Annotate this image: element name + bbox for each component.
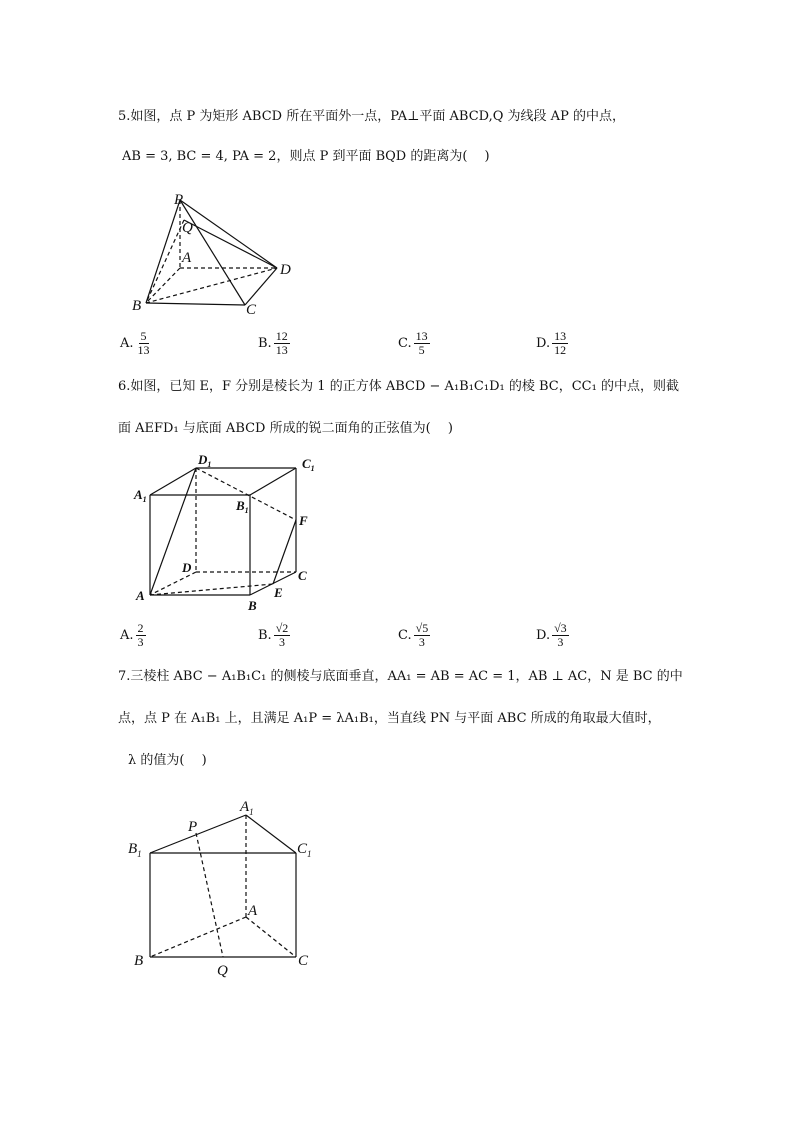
q6-label-A: A <box>136 588 145 603</box>
q6-option-a-fraction: $\frac{2}{3}$ <box>137 621 144 649</box>
q6-option-b[interactable] <box>258 622 290 649</box>
q5-label-B: B <box>132 298 142 314</box>
q7-label-C: C <box>298 953 309 969</box>
q5-option-d-label: D. <box>536 336 551 351</box>
q5-option-c-label: C. <box>398 336 412 351</box>
q6-label-A1: $A_1$ <box>134 487 147 504</box>
q7-text-line1: 7.三棱柱 ABC − A₁B₁C₁ 的侧棱与底面垂直，AA₁ = AB = AC = 1，AB ⊥ AC，N 是 BC 的中 <box>118 669 683 684</box>
q6-option-a-label: A. <box>120 628 134 643</box>
q6-text-line2: 面 AEFD₁ 与底面 ABCD 所成的锐二面角的正弦值为( ) <box>118 421 453 436</box>
q5-text-line2: AB = 3, BC = 4, PA = 2，则点 P 到平面 BQD 的距离为( ) <box>122 149 490 164</box>
q6-option-a[interactable] <box>120 622 146 649</box>
q5-option-b-label: B. <box>258 336 272 351</box>
q5-option-a[interactable] <box>120 330 152 357</box>
q6-text-line1: 6.如图，已知 E，F 分别是棱长为 1 的正方体 ABCD − A₁B₁C₁D₁ 的棱 BC，CC₁ 的中点，则截 <box>118 379 679 394</box>
q7-label-C1: $C_1$ <box>297 841 312 859</box>
q7-text-line3: λ 的值为( ) <box>128 753 207 768</box>
q7-label-A1: $A_1$ <box>240 799 254 817</box>
q6-option-d-label: D. <box>536 628 551 643</box>
q6-label-C: C <box>298 568 307 583</box>
q6-option-d-fraction: $\frac{√3}{3}$ <box>554 621 567 649</box>
q5-option-c-fraction: $\frac{13}{5}$ <box>415 329 428 357</box>
q5-option-a-label: A. <box>120 336 134 351</box>
q7-label-B: B <box>134 953 144 969</box>
q5-pyramid-figure <box>120 190 310 320</box>
q5-option-b-fraction: $\frac{12}{13}$ <box>275 329 288 357</box>
q6-label-D1: $D_1$ <box>198 452 212 469</box>
q5-option-a-fraction: $\frac{5}{13}$ <box>137 329 150 357</box>
q5-label-D: D <box>280 262 291 278</box>
q7-text-line2: 点，点 P 在 A₁B₁ 上，且满足 A₁P = λA₁B₁，当直线 PN 与平面 ABC 所成的角取最大值时， <box>118 711 661 726</box>
q6-label-E: E <box>274 585 283 600</box>
q6-option-c-fraction: $\frac{√5}{3}$ <box>415 621 429 649</box>
q7-prism-figure <box>128 795 328 985</box>
q7-label-A: A <box>248 903 258 919</box>
q6-option-b-label: B. <box>258 628 272 643</box>
q5-option-b[interactable] <box>258 330 290 357</box>
q7-label-Q: Q <box>217 963 228 979</box>
q5-label-A: A <box>182 250 192 266</box>
q5-option-d-fraction: $\frac{13}{12}$ <box>554 329 567 357</box>
q6-option-c-label: C. <box>398 628 412 643</box>
q6-label-B: B <box>248 598 257 613</box>
q6-option-b-fraction: $\frac{√2}{3}$ <box>275 621 289 649</box>
q5-option-c[interactable] <box>398 330 430 357</box>
q6-label-F: F <box>299 513 308 528</box>
q5-label-C: C <box>246 302 257 318</box>
q6-label-D: D <box>182 560 192 575</box>
q6-label-C1: $C_1$ <box>302 456 315 473</box>
q6-option-d[interactable] <box>536 622 569 649</box>
q5-text-line1: 5.如图，点 P 为矩形 ABCD 所在平面外一点，PA⊥平面 ABCD,Q 为线段 AP 的中点， <box>118 109 625 124</box>
q5-option-d[interactable] <box>536 330 568 357</box>
q7-label-B1: $B_1$ <box>128 841 142 859</box>
q6-option-c[interactable] <box>398 622 430 649</box>
q6-label-B1: $B_1$ <box>236 498 249 515</box>
q5-label-Q: Q <box>182 220 193 236</box>
q5-label-P: P <box>174 192 184 208</box>
q7-label-P: P <box>188 819 198 835</box>
q6-cube-figure <box>130 450 330 615</box>
